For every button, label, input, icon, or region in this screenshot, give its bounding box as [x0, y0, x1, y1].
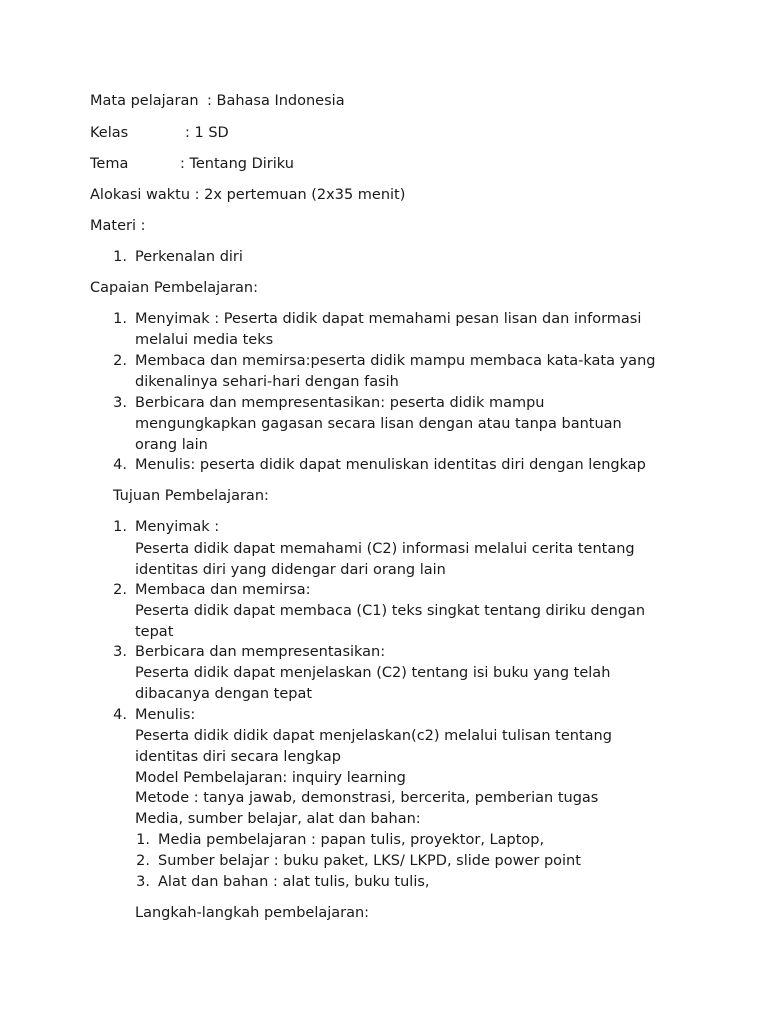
materi-item-number: 1. — [113, 249, 127, 265]
class-label: Kelas — [90, 125, 129, 141]
materi-heading: Materi : — [90, 218, 146, 234]
theme-value: : Tentang Diriku — [180, 156, 294, 172]
tujuan-heading: Tujuan Pembelajaran: — [113, 488, 269, 504]
tujuan-item-line: Menulis: — [135, 707, 196, 723]
metode: Metode : tanya jawab, demonstrasi, bercerita, pemberian tugas — [135, 790, 599, 806]
time-allocation: Alokasi waktu : 2x pertemuan (2x35 menit) — [90, 187, 406, 203]
capaian-item-line: Berbicara dan mempresentasikan: peserta didik mampu — [135, 395, 545, 411]
langkah-heading: Langkah-langkah pembelajaran: — [135, 905, 370, 921]
tujuan-item-number: 2. — [113, 582, 127, 598]
tujuan-item-line: Menyimak : — [135, 519, 220, 535]
tujuan-item-number: 3. — [113, 644, 127, 660]
theme-label: Tema — [90, 156, 129, 172]
capaian-item-line: dikenalinya sehari-hari dengan fasih — [135, 374, 399, 390]
tujuan-item-line: Berbicara dan mempresentasikan: — [135, 644, 386, 660]
tujuan-item-line: Peserta didik dapat menjelaskan (C2) tentang isi buku yang telah — [135, 665, 611, 681]
capaian-item-line: melalui media teks — [135, 332, 274, 348]
tujuan-item-line: Peserta didik dapat membaca (C1) teks singkat tentang diriku dengan — [135, 603, 646, 619]
tujuan-item-line: dibacanya dengan tepat — [135, 686, 313, 702]
tujuan-item-line: identitas diri yang didengar dari orang lain — [135, 562, 446, 578]
tujuan-item-number: 4. — [113, 707, 127, 723]
subject-label: Mata pelajaran — [90, 93, 199, 109]
media-heading: Media, sumber belajar, alat dan bahan: — [135, 811, 421, 827]
class-value: : 1 SD — [185, 125, 229, 141]
tujuan-item-line: tepat — [135, 624, 174, 640]
capaian-item-number: 2. — [113, 353, 127, 369]
capaian-item-line: Menyimak : Peserta didik dapat memahami pesan lisan dan informasi — [135, 311, 642, 327]
capaian-item-line: Membaca dan memirsa:peserta didik mampu membaca kata-kata yang — [135, 353, 656, 369]
media-item-number: 1. — [136, 832, 150, 848]
capaian-item-line: orang lain — [135, 437, 208, 453]
capaian-item-line: mengungkapkan gagasan secara lisan dengan atau tanpa bantuan — [135, 416, 622, 432]
capaian-item-number: 4. — [113, 457, 127, 473]
model-pembelajaran: Model Pembelajaran: inquiry learning — [135, 770, 406, 786]
materi-item-text: Perkenalan diri — [135, 249, 243, 265]
media-item-text: Sumber belajar : buku paket, LKS/ LKPD, slide power point — [158, 853, 581, 869]
media-item-number: 3. — [136, 874, 150, 890]
tujuan-item-line: Membaca dan memirsa: — [135, 582, 311, 598]
capaian-item-number: 1. — [113, 311, 127, 327]
capaian-item-line: Menulis: peserta didik dapat menuliskan identitas diri dengan lengkap — [135, 457, 646, 473]
tujuan-item-line: Peserta didik dapat memahami (C2) informasi melalui cerita tentang — [135, 541, 635, 557]
capaian-heading: Capaian Pembelajaran: — [90, 280, 258, 296]
tujuan-item-line: Peserta didik didik dapat menjelaskan(c2) melalui tulisan tentang — [135, 728, 612, 744]
capaian-item-number: 3. — [113, 395, 127, 411]
subject-value: : Bahasa Indonesia — [207, 93, 345, 109]
tujuan-item-number: 1. — [113, 519, 127, 535]
media-item-number: 2. — [136, 853, 150, 869]
media-item-text: Alat dan bahan : alat tulis, buku tulis, — [158, 874, 430, 890]
media-item-text: Media pembelajaran : papan tulis, proyektor, Laptop, — [158, 832, 545, 848]
tujuan-item-line: identitas diri secara lengkap — [135, 749, 341, 765]
